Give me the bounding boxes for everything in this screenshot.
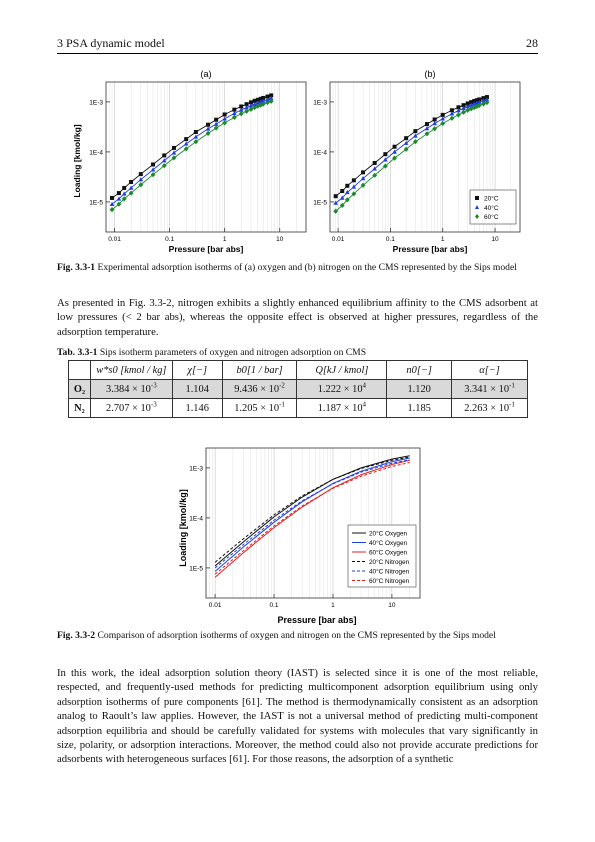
data-point-square: [352, 178, 356, 182]
x-tick-label: 0.1: [269, 602, 279, 609]
x-tick-label: 0.01: [331, 236, 345, 243]
table-caption: [57, 347, 538, 358]
data-point-triangle: [432, 121, 437, 125]
data-point-square: [413, 129, 417, 133]
model-curve: [112, 98, 271, 204]
y-tick-label: 1E-5: [313, 199, 327, 207]
data-point-square: [340, 189, 344, 193]
table-row: [69, 399, 528, 418]
data-point-diamond: [239, 111, 244, 116]
figure-2-caption: [57, 630, 538, 642]
data-point-diamond: [193, 139, 198, 144]
legend-marker-20: [475, 196, 479, 200]
figure-2-caption-label: Fig. 3.3-2: [57, 630, 96, 641]
x-tick-label: 10: [276, 236, 284, 243]
cell-n0: 1.120: [387, 380, 452, 399]
data-point-diamond: [432, 126, 437, 131]
data-point-square: [393, 145, 397, 149]
data-point-diamond: [232, 115, 237, 120]
data-point-triangle: [214, 122, 219, 126]
data-point-square: [404, 136, 408, 140]
figure-1-caption-label: Fig. 3.3-1: [57, 262, 96, 273]
x-tick-label: 0.01: [108, 236, 121, 243]
legend-20: 20°C: [484, 195, 499, 203]
data-point-triangle: [440, 116, 445, 120]
data-point-square: [334, 194, 338, 198]
legend-o2-20: 20°C Oxygen: [369, 530, 408, 538]
cell-alpha: $3.341 \times 10^{-1}$: [452, 380, 528, 399]
data-point-triangle: [222, 116, 227, 120]
data-point-square: [441, 113, 445, 117]
cell-n0: 1.185: [387, 399, 452, 418]
data-point-square: [162, 153, 166, 157]
x-tick-label: 1: [222, 236, 227, 243]
data-point-square: [383, 152, 387, 156]
fig2-ylabel: Loading [kmol/kg]: [178, 489, 188, 567]
model-curve: [336, 99, 487, 203]
data-point-square: [223, 112, 227, 116]
row-gas: N₂: [69, 399, 91, 418]
data-point-diamond: [425, 131, 430, 136]
figure-2-caption-text: Comparison of adsorption isotherms of oxygen and nitrogen on the CMS represented by the Sips model: [95, 630, 496, 641]
data-point-square: [139, 172, 143, 176]
data-point-diamond: [222, 120, 227, 125]
y-tick-label: 1E-4: [313, 149, 327, 157]
paragraph-2: In this work, the ideal adsorption solution theory (IAST) is selected since it is one of the most reliable, respected, and frequently-used methods for predicting multicomponent adsorption equilibrium using only adsorption isotherms of pure components [61]. The method is thermodynamically consistent as an adsorption analog to Raoult’s law applies. However, the IAST is not a universal method of predicting multi-component adsorption equilibria and should be carefully validated for systems with molecules that vary significantly in size, polarity, or adsorption interactions. Moreover, the method could also not provide accurate predictions for adsorbents with heterogeneous surfaces [61]. For those reasons, the adsorption of a synthetic: [57, 667, 538, 766]
cell-chi: 1.146: [172, 399, 222, 418]
cell-alpha: $2.263 \times 10^{-1}$: [452, 399, 528, 418]
legend-n2-60: 60°C Nitrogen: [369, 578, 410, 585]
table-caption-label: Tab. 3.3-1: [57, 347, 98, 358]
panel-b-label: (b): [424, 69, 436, 79]
panel-a-label: (a): [200, 69, 212, 79]
data-point-diamond: [440, 121, 445, 126]
header-q: Q[kJ / kmol]: [297, 361, 387, 380]
data-point-square: [184, 137, 188, 141]
header-rule: [57, 53, 538, 54]
legend-o2-40: 40°C Oxygen: [369, 540, 408, 547]
x-tick-label: 0.1: [385, 236, 395, 243]
y-tick-label: 1E-3: [313, 99, 327, 107]
fig1-panel-a-plot: [89, 82, 306, 243]
cell-w: $3.384 \times 10^{-3}$: [90, 380, 172, 399]
fig1-b-xlabel: Pressure [bar abs]: [392, 244, 468, 254]
model-curve: [336, 103, 487, 212]
data-point-square: [151, 162, 155, 166]
x-tick-label: 0.01: [208, 602, 222, 609]
y-tick-label: 1E-5: [89, 199, 103, 207]
table-header-row: [69, 361, 528, 380]
data-point-square: [206, 123, 210, 127]
fig2-xlabel: Pressure [bar abs]: [277, 615, 357, 625]
table-header-empty: [69, 361, 91, 380]
cell-w: $2.707 \times 10^{-3}$: [90, 399, 172, 418]
legend-60: 60°C: [484, 214, 499, 221]
paragraph-1: As presented in Fig. 3.3-2, nitrogen exhibits a slightly enhanced equilibrium affinity to the CMS adsorbent at low pressures (< 2 bar abs), whereas the opposite effect is observed at higher pressures, regardless of the adsorption temperature.: [57, 297, 538, 338]
data-point-triangle: [184, 141, 189, 145]
row-gas: O₂: [69, 380, 91, 399]
data-point-square: [122, 186, 126, 190]
data-point-diamond: [461, 110, 466, 115]
data-point-triangle: [425, 126, 430, 130]
figure-1-caption: [57, 262, 538, 274]
data-point-square: [425, 122, 429, 126]
page-header: [57, 36, 538, 54]
figure-3-3-2: [172, 440, 432, 626]
sips-parameter-table: [68, 360, 528, 418]
legend-o2-60: 60°C Oxygen: [369, 549, 408, 557]
y-tick-label: 1E-3: [89, 99, 103, 107]
data-point-diamond: [214, 125, 219, 130]
cell-q: $1.187 \times 10^4$: [297, 399, 387, 418]
cell-chi: 1.104: [172, 380, 222, 399]
model-curve: [112, 101, 271, 209]
data-point-diamond: [206, 131, 211, 136]
data-point-diamond: [450, 116, 455, 121]
y-tick-label: 1E-4: [189, 515, 203, 523]
header-w: w*s0 [kmol / kg]: [90, 361, 172, 380]
cell-q: $1.222 \times 10^4$: [297, 380, 387, 399]
page-number: 28: [526, 36, 538, 50]
figure-1-caption-text: Experimental adsorption isotherms of (a) oxygen and (b) nitrogen on the CMS represented by the Sips model: [95, 262, 517, 273]
data-point-square: [110, 196, 114, 200]
cell-b0: $9.436 \times 10^{-2}$: [222, 380, 297, 399]
fig1-a-ylabel: Loading [kmol/kg]: [72, 124, 82, 198]
chapter-title: 3 PSA dynamic model: [57, 36, 165, 50]
y-tick-label: 1E-3: [189, 465, 203, 473]
data-point-diamond: [184, 146, 189, 151]
data-point-square: [373, 161, 377, 165]
fig1-a-xlabel: Pressure [bar abs]: [168, 244, 244, 254]
table-row: [69, 380, 528, 399]
data-point-square: [172, 146, 176, 150]
x-tick-label: 10: [388, 602, 396, 609]
y-tick-label: 1E-4: [89, 149, 103, 157]
legend-n2-40: 40°C Nitrogen: [369, 568, 410, 576]
figure-3-3-1: [68, 66, 528, 256]
plot-frame: [106, 82, 306, 232]
data-point-triangle: [206, 126, 211, 130]
header-chi: χ[−]: [172, 361, 222, 380]
data-point-diamond: [456, 112, 461, 117]
data-point-diamond: [244, 109, 249, 114]
x-tick-label: 0.1: [165, 236, 175, 243]
x-tick-label: 10: [491, 236, 499, 243]
data-point-square: [129, 180, 133, 184]
header-alpha: α[−]: [452, 361, 528, 380]
x-tick-label: 1: [331, 602, 335, 609]
data-point-triangle: [413, 133, 418, 137]
data-point-square: [345, 184, 349, 188]
y-tick-label: 1E-5: [189, 565, 203, 573]
data-point-triangle: [172, 150, 177, 154]
data-point-square: [117, 191, 121, 195]
data-point-triangle: [194, 134, 199, 138]
header-b0: b0[1 / bar]: [222, 361, 297, 380]
x-tick-label: 1: [440, 236, 445, 243]
table-caption-text: Sips isotherm parameters of oxygen and nitrogen adsorption on CMS: [97, 347, 367, 358]
data-point-square: [361, 170, 365, 174]
header-n0: n0[−]: [387, 361, 452, 380]
cell-b0: $1.205 \times 10^{-1}$: [222, 399, 297, 418]
data-point-square: [433, 117, 437, 121]
data-point-square: [194, 130, 198, 134]
legend-n2-20: 20°C Nitrogen: [369, 559, 410, 566]
data-point-square: [214, 118, 218, 122]
legend-40: 40°C: [484, 205, 499, 212]
fig1-legend: [470, 190, 516, 224]
fig2-legend: [348, 525, 416, 587]
